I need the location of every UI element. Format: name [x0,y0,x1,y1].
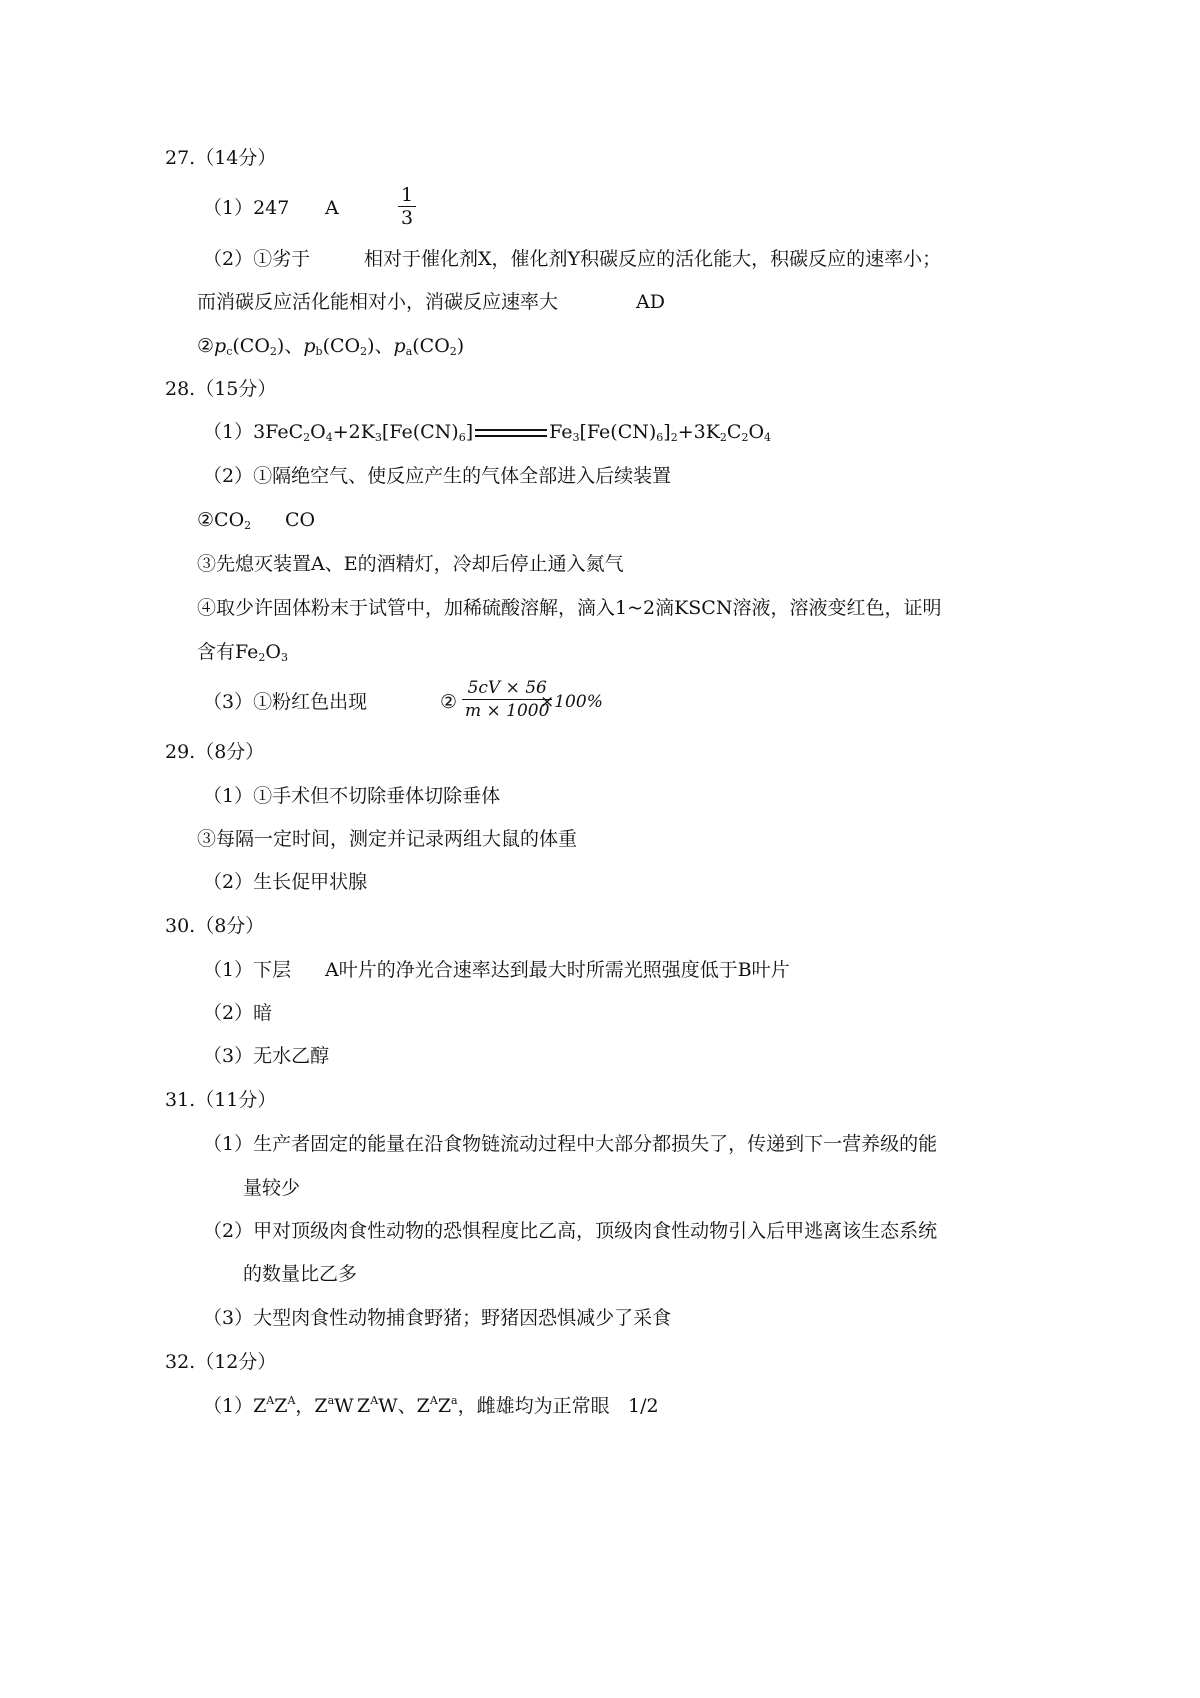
q27-p2-answer-ad: AD [636,291,665,313]
q32-p1-genotypes: $Z^AW$、$Z^AZ^a$，雌雄均为正常眼 [357,1394,610,1417]
q28-p2d-cont: 含有$Fe_2O_3$ [197,641,288,664]
q28-p2b-co: CO [285,509,316,531]
q28-p2a [203,464,671,488]
q27-p1-answer-b: A [325,197,339,219]
circled-2: ② [197,335,215,357]
q27-p2-reason-cont: 而消碳反应活化能相对小，消碳反应速率大 [197,291,559,313]
q30-p2: （2）暗 [203,1002,273,1024]
q27-p2-reason: 相对于催化剂X，催化剂Y积碳反应的活化能大，积碳反应的速率小； [364,248,942,270]
q28-p2d: ④取少许固体粉末于试管中，加稀硫酸溶解，滴入1~2滴KSCN溶液，溶液变红色，证明 [197,597,942,619]
q30-p3: （3）无水乙醇 [203,1045,330,1067]
fraction-numerator: 5cV × 56 [462,677,552,700]
q32-p1-label: （1） [203,1395,254,1417]
q32-p1-ratio: 1/2 [628,1395,659,1417]
q27-p2-pressure-order: $②p_c(CO_2)$、$p_b(CO_2)$、$p_a(CO_2)$ [197,335,465,358]
q28-header: 28.（15分） [165,378,277,400]
q28-p3-fraction [462,677,552,722]
q28-p1-label: （1） [203,421,254,443]
q29-header: 29.（8分） [165,741,265,763]
sub-b: b [315,345,323,358]
q27-p1-label: （1） [203,197,254,219]
q27-p2-answer-a: ①劣于 [253,248,311,270]
q28-p3-label: （3） [203,691,254,713]
q28-p3a [203,690,367,714]
q32-header: 32.（12分） [165,1351,277,1373]
q28-p2b: $②CO_2$ [197,509,252,532]
q32-p1: $(1)Z^AZ^A$，$Z^aW$ [203,1394,354,1417]
q32-p1-tail: ，雌雄均为正常眼 [457,1395,610,1417]
q28-p2-answer-a: ①隔绝空气、使反应产生的气体全部进入后续装置 [253,465,672,487]
q28-p3-answer-a: ①粉红色出现 [253,691,368,713]
sub-c: c [226,345,233,358]
fraction-numerator: 1 [398,184,416,207]
q28-p1-equation: $(1)3FeC_2O_4+2K_3[Fe(CN)_6]$ $Fe_3[Fe(CN)_6]_2+3K_2C_2O_4$ [203,421,772,444]
q30-p1b: A叶片的净光合速率达到最大时所需光照强度低于B叶片 [325,959,790,981]
q30-p1a: （1）下层 [203,959,292,981]
sep: )、 [276,335,304,357]
q29-p1b: ③每隔一定时间，测定并记录两组大鼠的体重 [197,828,578,850]
q28-p2c: ③先熄灭装置A、E的酒精灯，冷却后停止通入氮气 [197,553,624,575]
q28-p2-label: （2） [203,465,254,487]
fraction-denominator: m × 1000 [465,701,550,721]
q28-p3-percent: ×100% [540,692,603,712]
co2-open: (CO [232,335,270,357]
q28-fe2o3: 含有Fe [197,641,259,663]
p-symbol: p [214,335,227,357]
q31-p2b: 的数量比乙多 [243,1263,358,1285]
q31-p3: （3）大型肉食性动物捕食野猪；野猪因恐惧减少了采食 [203,1307,672,1329]
equals-arrow [475,429,547,437]
q27-p1-fraction [398,184,416,229]
q30-header: 30.（8分） [165,915,265,937]
q31-p1a: （1）生产者固定的能量在沿食物链流动过程中大部分都损失了，传递到下一营养级的能 [203,1133,938,1155]
q27-p1-answer-a: 247 [253,197,290,219]
q27-part1 [203,196,289,220]
q27-part2 [203,247,310,271]
q31-header: 31.（11分） [165,1089,277,1111]
q31-p1b: 量较少 [243,1177,301,1199]
close-paren: ) [456,335,465,357]
q29-p1: （1）①手术但不切除垂体切除垂体 [203,785,501,807]
q27-header: 27.（14分） [165,147,277,169]
q29-p2: （2）生长促甲状腺 [203,871,368,893]
q28-p2-co2: ②CO [197,509,245,531]
q27-p2-label: （2） [203,248,254,270]
fraction-denominator: 3 [401,207,414,229]
q28-p3b-prefix: ② [440,691,458,713]
sub-a: a [405,345,413,358]
q31-p2a: （2）甲对顶级肉食性动物的恐惧程度比乙高，顶级肉食性动物引入后甲逃离该生态系统 [203,1220,938,1242]
